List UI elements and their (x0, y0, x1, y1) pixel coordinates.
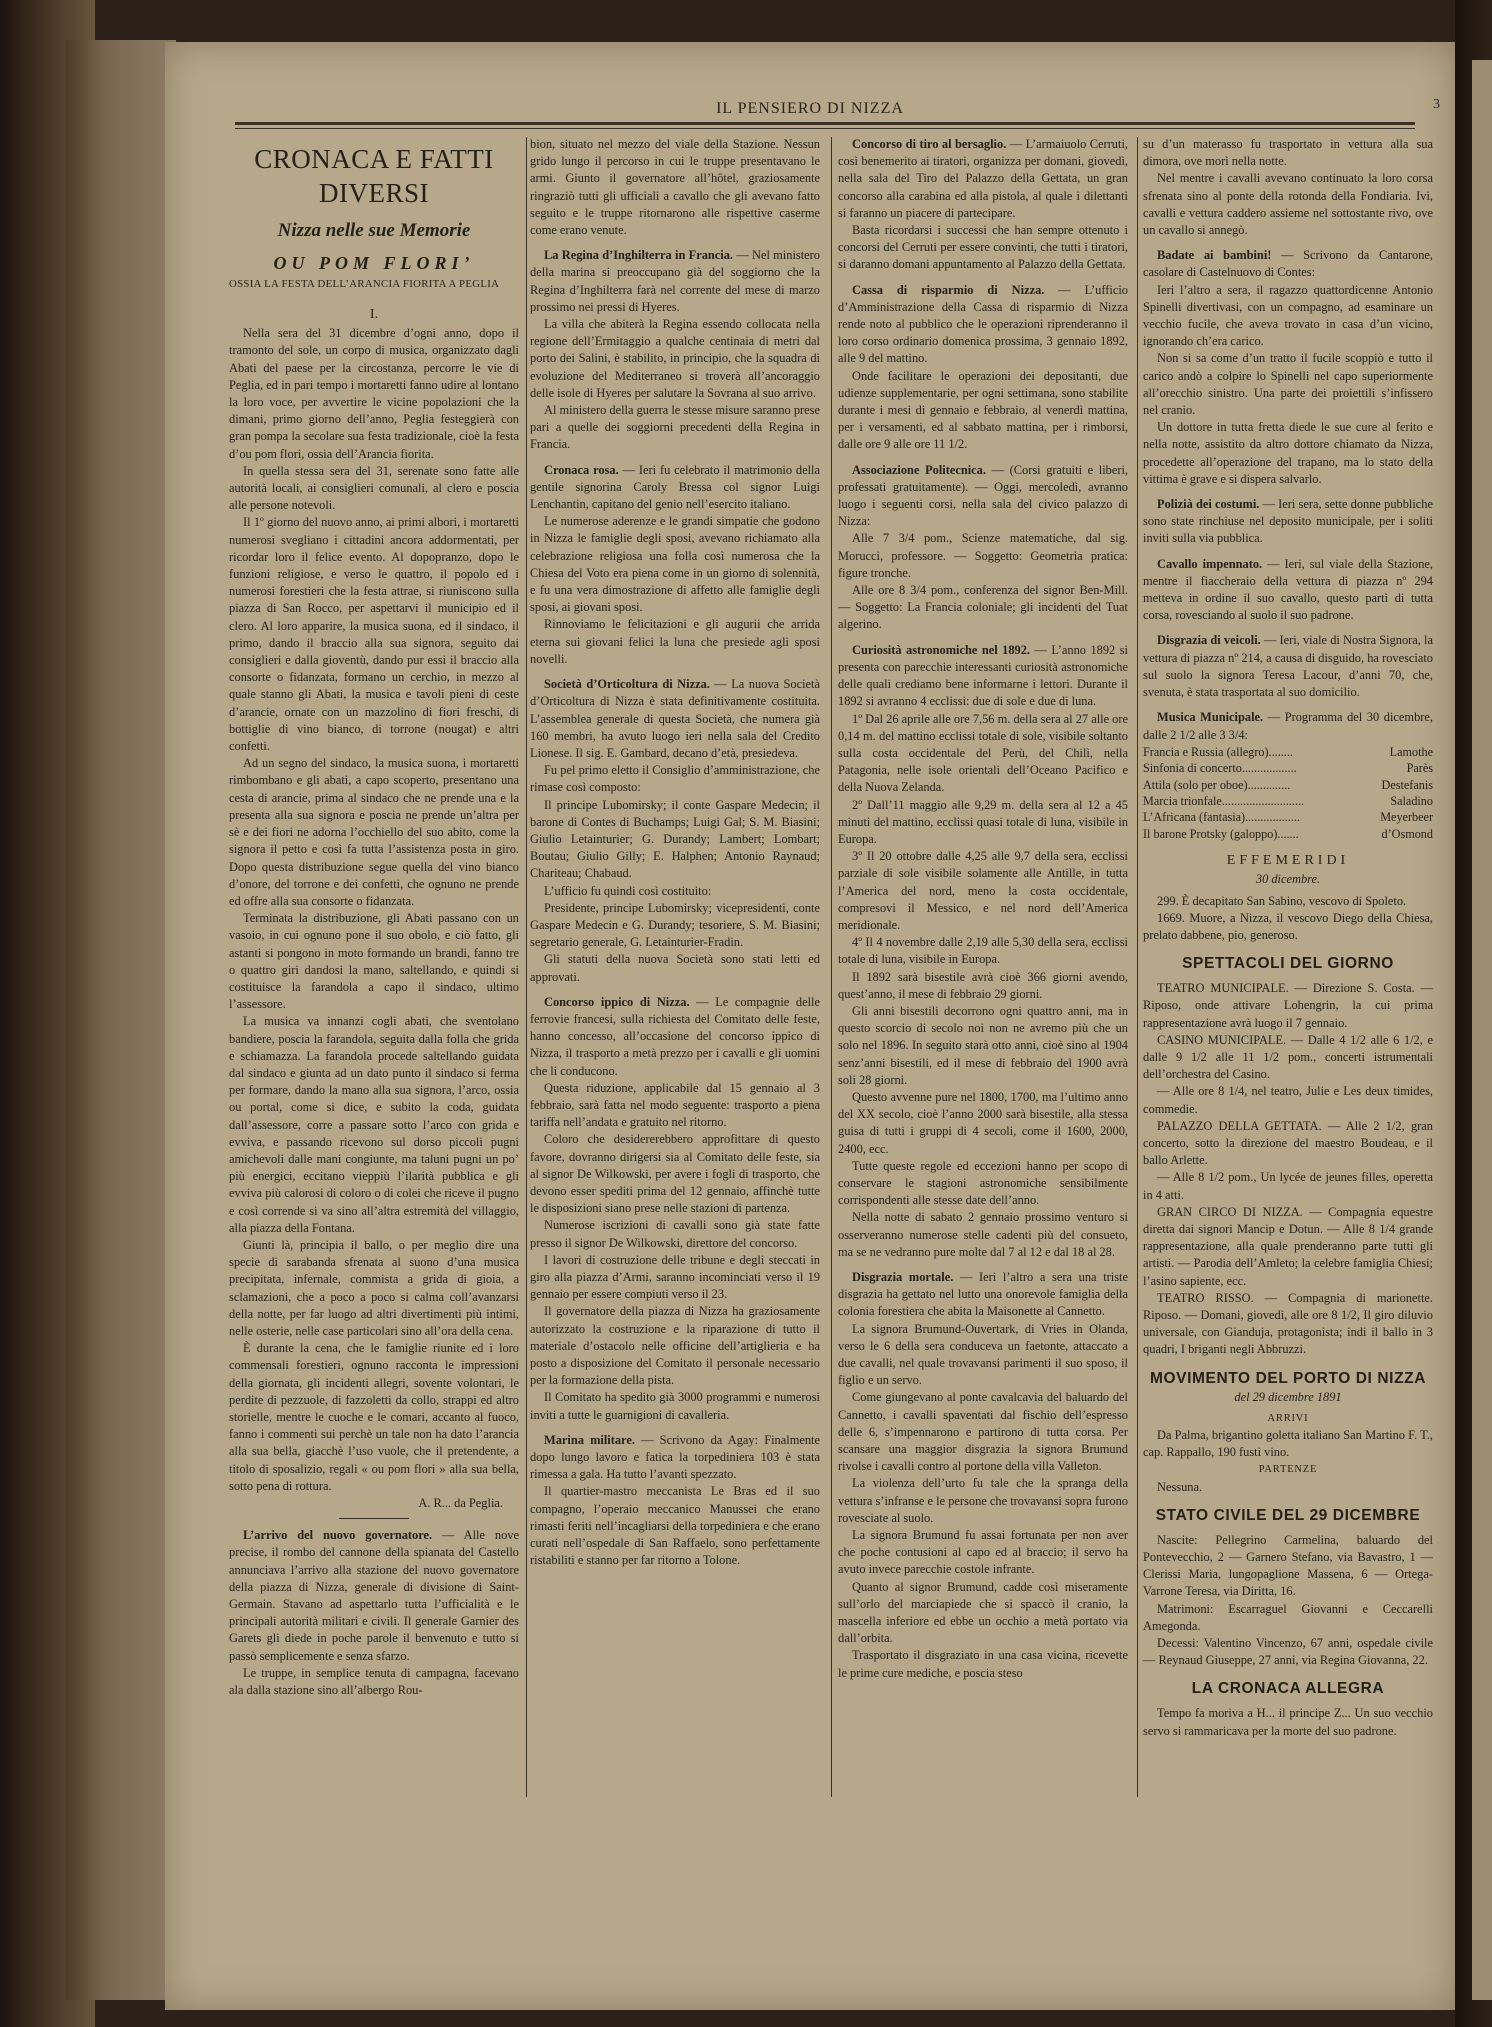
article-text: — Scrivono da Agay: Finalmente dopo lungo lavoro e fatica la torpediniera 103 è stata rimessa a gala. Ha tutto l’avanti spezzato. (530, 1432, 820, 1482)
article-text: — L’armaiuolo Cerruti, così benemerito ai tiratori, organizza per domani, giovedì, nella sala del Tiro del Palazzo della Gettata, un gran concorso alla carabina ed alla pistola, al quale i dilettanti si faranno un piacere di partecipare. (838, 137, 1128, 220)
paragraph: Matrimoni: Escarraguel Giovanni e Ceccarelli Amegonda. (1143, 1601, 1433, 1633)
program-piece: L’Africana (fantasia).................. (1143, 810, 1300, 825)
paragraph: Il 1892 sarà bisestile avrà cioè 366 giorni avendo, quest’anno, il mese di febbraio 29 giorni. (838, 969, 1128, 1001)
article-heading: Disgrazia di veicoli. (1157, 633, 1261, 648)
paragraph: Il 1º giorno del nuovo anno, ai primi albori, i mortaretti numerosi svegliano i cittadini ancora addormentati, per ricordar loro il felice evento. Al dopopranzo, dopo le funzioni religiose, e verso le quattro, il popolo ed i numerosi forestieri che la festa attrae, si riuniscono sulla piazza di San Rocco, per aspettarvi il municipio ed il clero. Al loro apparire, la musica suona, ed il sindaco, il primo, dando il braccio alla sua signora, seguito dai consiglieri e dalla gioventù, dando pur essi il braccio alla consorte o fidanzata, formano un cerchio, in mezzo al quale stanno gli Abati, la musica e tavoli pieni di ceste d’arancie, ornate con un mazzolino di fiori freschi, di bottiglie di vino bianco, di torrone (nougat) e altri confetti. (229, 515, 519, 754)
paragraph: Gli statuti della nuova Società sono stati letti ed approvati. (530, 952, 820, 984)
paragraph: Nella notte di sabato 2 gennaio prossimo venturo si osserveranno numerose stelle cadenti più del consueto, ma se ne vedranno pure molte dal 7 al 12 e dal 18 al 28. (838, 1210, 1128, 1259)
paragraph: Numerose iscrizioni di cavalli sono già state fatte presso il signor De Wilkowski, direttore del concorso. (530, 1218, 820, 1250)
page-stack-edge (66, 40, 176, 2000)
paragraph: 1º Dal 26 aprile alle ore 7,56 m. della sera al 27 alle ore 0,14 m. del mattino ecclissi totale di sole, visibile soltanto sulla costa occidentale del Perù, del Chilì, nella Patagonia, nelle isole orientali dell’Oceano Pacifico e della Nuova Zelanda. (838, 711, 1128, 795)
section-title: CRONACA E FATTI DIVERSI (254, 144, 494, 208)
paragraph: Nel mentre i cavalli avevano continuato la loro corsa sfrenata sino al ponte della rotonda della Fondiaria. Ivi, cavalli e vettura caddero assieme nel sottostante rivo, ove un cavallo si annegò. (1143, 171, 1433, 238)
paragraph: È durante la cena, che le famiglie riunite ed i loro commensali forestieri, ognuno racconta le impressioni della giornata, gli incidenti allegri, sovente volontari, le perdite di pezzuole, di fazzoletti da collo, strappi ed altro storielle, mentre le cuoche e le comari, accanto al fuoco, fanno i commenti sui perchè un tale non ha dato l’arancia alla sua bella, giacchè l’uso vuole, che il pretendente, a titolo di sposalizio, regali « ou pom flori » alla sua bella, sotto pena di rottura. (229, 1341, 519, 1493)
article-heading: Associazione Politecnica. (852, 462, 986, 477)
paragraph: Il principe Lubomirsky; il conte Gaspare Medecin; il barone di Contes di Buchamps; Luigi Gal; S. M. Biasini; Giulio Letainturier; G. Durandy; Lambert; Lombart; Boutau; Giulio Gilly; E. Halphen; Antonio Raynaud; Chariteau; Chabaud. (530, 797, 820, 881)
article-text: — Ieri fu celebrato il matrimonio della gentile signorina Caroly Bressa col signor Luigi Lenchantin, capitano del genio nell’esercito italiano. (530, 462, 820, 512)
paragraph: su d’un materasso fu trasportato in vettura alla sua dimora, ove morì nella notte. (1143, 137, 1433, 169)
paragraph: La signora Brumund fu assai fortunata per non aver che poche contusioni al capo ed al braccio; il servo ha avuto invece parecchie costole infrante. (838, 1528, 1128, 1577)
article-text: — Ieri sera, sette donne pubbliche sono state rinchiuse nel deposito municipale, per i soliti inviti sulla via pubblica. (1143, 497, 1433, 546)
header-rule (235, 122, 1415, 129)
column-4 (1143, 136, 1433, 1796)
column-1 (229, 136, 519, 1796)
paragraph: Questa riduzione, applicabile dal 15 gennaio al 3 febbraio, sarà fatta nel modo seguente: trasporto a piena tariffa nell’andata e gratuito nel ritorno. (530, 1080, 820, 1130)
article-heading: L’arrivo del nuovo governatore. (243, 1528, 433, 1543)
paragraph: La villa che abiterà la Regina essendo collocata nella regione dell’Ermitaggio a qualche centinaia di metri dal porto dei Salini, è stabilito, in principio, che la squadra di evoluzione del Mediterraneo si troverà all’ancoraggio delle isole di Hyeres per salutare la Sovrana al suo arrivo. (530, 317, 820, 400)
paragraph: Ieri l’altro a sera, il ragazzo quattordicenne Antonio Spinelli divertivasi, con un compagno, ad esaminare un vecchio fucile, che aveva trovato in casa d’un vicino, ignorando ch’era carico. (1143, 282, 1433, 349)
paragraph: CASINO MUNICIPALE. — Dalle 4 1/2 alle 6 1/2, e dalle 9 1/2 alle 11 1/2 pom., concerti istrumentali dell’orchestra del Casino. (1143, 1032, 1433, 1082)
paragraph: GRAN CIRCO DI NIZZA. — Compagnia equestre diretta dai signori Mancip e Dotun. — Alle 8 1/4 grande rappresentazione, alla quale prenderanno parte tutti gli artisti. — Parodia dell’Amleto; la celebre famiglia Chiesi; l’asino sapiente, ecc. (1143, 1204, 1433, 1288)
paragraph: La violenza dell’urto fu tale che la spranga della vettura s’infranse e le persone che trovavansi sopra furono rovesciate al suolo. (838, 1476, 1128, 1525)
article-text: — L’ufficio d’Amministrazione della Cassa di risparmio di Nizza rende noto al pubblico che le operazioni riprenderanno il loro corso ordinario domenica prossima, 3 gennaio 1892, alle 9 del mattino. (838, 282, 1128, 366)
article-title: OU POM FLORI’ (273, 253, 475, 273)
article-text: — Programma del 30 dicembre, dalle 2 1/2 alle 3 3/4: (1143, 710, 1433, 742)
article-heading: Cavallo impennato. (1157, 556, 1263, 571)
article-heading: Concorso ippico di Nizza. (544, 994, 690, 1009)
page-number: 3 (1433, 97, 1440, 112)
paragraph: Alle ore 8 3/4 pom., conferenza del signor Ben-Mill. — Soggetto: La Francia coloniale; gli incidenti del Tuat algerino. (838, 583, 1128, 632)
program-row (1143, 777, 1433, 793)
effemeridi-date: 30 dicembre. (1255, 872, 1321, 887)
program-row (1143, 826, 1433, 842)
paragraph: Il governatore della piazza di Nizza ha graziosamente autorizzato la costruzione e la riparazione di tutto il materiale d’ostacolo nelle officine dell’artiglieria e ha posto a disposizione del Comitato il personale necessario per la formazione della pista. (530, 1304, 820, 1388)
paragraph: Il Comitato ha spedito già 3000 programmi e numerosi inviti a tutte le guarnigioni di cavalleria. (530, 1390, 820, 1422)
paragraph: bion, situato nel mezzo del viale della Stazione. Nessun grido lungo il percorso in cui le truppe presentavano le armi. Giunto il governatore all’hôtel, graziosamente ringraziò tutti gli ufficiali a cavallo che gli avevano fatto seguito e le truppe ritornarono alle rispettive caserme come erano venute. (530, 137, 820, 238)
column-3 (838, 136, 1128, 1796)
paragraph: Nella sera del 31 dicembre d’ogni anno, dopo il tramonto del sole, un corpo di musica, organizzato dagli Abati del paese per la circostanza, percorre le vie di Peglia, ed in pari tempo i mortaretti fanno udire al lontano la loro voce, per avvertire le vicine popolazioni che la dimani, primo giorno dell’anno, Peglia festeggierà con gran pompa la secolare sua festa tradizionale, cioè la festa d’ou pom flori, ossia dell’Arancia fiorita. (229, 326, 519, 461)
program-composer: Parès (1406, 761, 1433, 776)
program-composer: Lamothe (1389, 744, 1433, 759)
column-rule (831, 137, 832, 1797)
article-heading: Musica Municipale. (1157, 710, 1264, 725)
paragraph: Al ministero della guerra le stesse misure saranno prese pari a quelle dei soggiorni precedenti della Regina in Francia. (530, 403, 820, 452)
paragraph: I lavori di costruzione delle tribune e degli steccati in giro alla piazza d’Armi, saranno incominciati verso il 19 gennaio per essere compiuti verso il 23. (530, 1252, 820, 1302)
program-row (1143, 809, 1433, 825)
article-text: — Le compagnie delle ferrovie francesi, sulla richiesta del Comitato delle feste, hanno concesso, all’occasione del concorso ippico di Nizza, il trasporto a metà prezzo per i cavalli e gli uomini che li conducono. (530, 994, 820, 1078)
paragraph: Non si sa come d’un tratto il fucile scoppiò e tutto il carico andò a colpire lo Spinelli nel capo superiormente all’orecchio sinistro. Una parte dei proiettili s’infissero nel cranio. (1143, 351, 1433, 418)
part-number: I. (369, 307, 379, 322)
paragraph: Terminata la distribuzione, gli Abati passano con un vasoio, in cui ognuno pone il suo obolo, e ciò fatto, gli astanti si pongono in moto formando un brandi, fanno tre o quattro giri dandosi la mano, saltellando, e quindi si costituisce la farandola a capo il sindaco, ultimo l’assessore. (229, 911, 519, 1012)
program-row (1143, 760, 1433, 776)
divider (339, 1518, 409, 1519)
paragraph: Da Palma, brigantino goletta italiano San Martino F. T., cap. Rappallo, 190 fusti vino. (1143, 1428, 1433, 1460)
section-subtitle: Nizza nelle sue Memorie (277, 220, 471, 241)
paragraph: Rinnoviamo le felicitazioni e gli augurii che arrida eterna sui giovani felici la luna che presiede agli sposi novelli. (530, 617, 820, 666)
masthead-title: IL PENSIERO DI NIZZA (716, 100, 904, 117)
article-heading: Cronaca rosa. (544, 462, 619, 477)
paragraph: Il quartier-mastro meccanista Le Bras ed il suo compagno, l’operaio meccanico Manussei che erano rimasti feriti nell’incagliarsi della torpediniera e che erano curati nell’ospedale di San Raffaelo, sono perfettamente ristabiliti e stanno per far ritorno a Tolone. (530, 1484, 820, 1568)
paragraph: PALAZZO DELLA GETTATA. — Alle 2 1/2, gran concerto, sotto la direzione del maestro Boudeau, e il ballo Arlette. (1143, 1118, 1433, 1168)
program-piece: Francia e Russia (allegro)........ (1143, 744, 1293, 759)
porto-date: del 29 dicembre 1891 (1234, 1389, 1342, 1404)
program-composer: Meyerbeer (1380, 810, 1433, 825)
stato-civile-title: STATO CIVILE DEL 29 DICEMBRE (1155, 1506, 1421, 1524)
paragraph: Come giungevano al ponte cavalcavia del baluardo del Cannetto, i cavalli spaventati dal fischio dell’espresso delle 6, s’impennarono e partirono di tutta corsa. Per scansare una maggior disgrazia la signora Brumund rivolse i cavalli contro al portone della villa Valleton. (838, 1390, 1128, 1474)
cronaca-allegra-title: LA CRONACA ALLEGRA (1191, 1680, 1385, 1698)
paragraph: Tempo fa moriva a H... il principe Z... Un suo vecchio servo si rammaricava per la morte del suo padrone. (1143, 1706, 1433, 1738)
article-text: — L’anno 1892 si presenta con parecchie interessanti curiosità astronomiche delle quali crediamo bene informarne i lettori. Durante il 1892 si avranno 4 ecclissi: due di sole e due di luna. (838, 642, 1128, 709)
paragraph: 3º Il 20 ottobre dalle 4,25 alle 9,7 della sera, ecclissi parziale di sole visibile solamente alle Antille, in tutta l’America del nord, meno la costa occidentale, compresovi il Messico, e nel nord dell’America meridionale. (838, 849, 1128, 932)
paragraph: La signora Brumund-Ouvertark, di Vries in Olanda, verso le 6 della sera conduceva un faetonte, attaccato a due cavalli, nel quale trovavansi parimenti il suo sposo, il figlio e un servo. (838, 1321, 1128, 1388)
article-text: — Ieri, viale di Nostra Signora, la vettura di piazza nº 214, a causa di disguido, ha rovesciato sul suolo la signora Teresa Lacour, d’anni 70, che, svenuta, è stata trasportata al suo domicilio. (1143, 633, 1433, 700)
paragraph: TEATRO MUNICIPALE. — Direzione S. Costa. — Riposo, onde attivare Lohengrin, la cui prima rappresentazione avrà luogo il 7 gennaio. (1143, 981, 1433, 1030)
signature: A. R... da Peglia. (418, 1496, 503, 1511)
column-2 (530, 136, 820, 1796)
article-text: — Scrivono da Cantarone, casolare di Castelnuovo di Contes: (1143, 248, 1433, 280)
paragraph: L’ufficio fu quindi così costituito: (544, 883, 712, 898)
program-composer: d’Osmond (1381, 826, 1433, 841)
paragraph: 4º Il 4 novembre dalle 2,19 alle 5,30 della sera, ecclissi totale di luna, visibile in Europa. (838, 935, 1128, 967)
paragraph: Nascite: Pellegrino Carmelina, baluardo del Pontevecchio, 2 — Garnero Stefano, via Bavastro, 1 — Clerissi Maria, lungopaglione Massena, 6 — Ortega-Varrone Teresa, via Diritta, 16. (1143, 1532, 1433, 1599)
paragraph: 2º Dall’11 maggio alle 9,29 m. della sera al 12 a 45 minuti del mattino, ecclissi quasi totale di luna, visibile in Europa. (838, 797, 1128, 846)
paragraph: Basta ricordarsi i successi che han sempre ottenuto i concorsi del Cerruti per essere convinti, che tutti i tiratori, si daranno domani appuntamento al Palazzo della Gettata. (838, 223, 1128, 272)
column-rule (526, 137, 527, 1797)
partenze-label: PARTENZE (1258, 1464, 1318, 1476)
program-row (1143, 744, 1433, 760)
paragraph: Giunti là, principia il ballo, o per meglio dire una specie di sarabanda sfrenata al suono d’una musica precipitata, infernale, commista a grida di gioia, a sclamazioni, che a poco a poco si calma coll’avanzarsi della notte, per far luogo ad altri divertimenti più intimi, nelle osterie, nelle case particolari sino all’ora della cena. (229, 1237, 519, 1338)
program-piece: Attila (solo per oboe).............. (1143, 777, 1291, 792)
article-text: — Ieri l’altro a sera una triste disgrazia ha gettato nel lutto una onorevole famiglia della colonia forestiera che abita la Maisonette al Cannetto. (838, 1270, 1128, 1319)
column-rule (1137, 137, 1138, 1797)
program-piece: Sinfonia di concerto.................. (1143, 761, 1297, 776)
paragraph: Presidente, principe Lubomirsky; vicepresidenti, conte Gaspare Medecin e G. Durandy; tesoriere, S. M. Biasini; segretario generale, G. Letainturier-Fradin. (530, 900, 820, 950)
article-heading: Marina militare. (544, 1432, 635, 1447)
paragraph: Coloro che desidererebbero approfittare di questo favore, dovranno dirigersi sia al Comitato delle feste, sia al signor De Wilkowski, per avere i fogli di trasporto, che devono esser spediti prima del 12 gennaio, affinchè tutte le disposizioni siano prese nelle stazioni di partenza. (530, 1132, 820, 1216)
paragraph: Questo avvenne pure nel 1800, 1700, ma l’ultimo anno del XX secolo, cioè l’anno 2000 sarà bisestile, alla stessa guisa di tutti i gruppi di 4 secoli, come il 1600, 2000, 2400, ecc. (838, 1089, 1128, 1156)
program-composer: Destefanis (1381, 777, 1433, 792)
paragraph: TEATRO RISSO. — Compagnia di marionette. Riposo. — Domani, giovedì, alle ore 8 1/2, Il giro diluvio universale, con Gianduja, protagonista; indi il ballo in 3 quadri, I briganti negli Abbruzzi. (1143, 1290, 1433, 1357)
paragraph: Le truppe, in semplice tenuta di campagna, facevano ala dalla stazione sino all’albergo Rou- (229, 1665, 519, 1698)
paragraph: In quella stessa sera del 31, serenate sono fatte alle autorità locali, ai consiglieri comunali, al clero e poscia alle persone notevoli. (229, 463, 519, 513)
paragraph: — Alle 8 1/2 pom., Un lycée de jeunes filles, operetta in 4 atti. (1143, 1170, 1433, 1202)
program-piece: Marcia trionfale........................... (1143, 793, 1305, 808)
paragraph: Fu pel primo eletto il Consiglio d’amministrazione, che rimase così composto: (530, 763, 820, 795)
paragraph: Decessi: Valentino Vincenzo, 67 anni, ospedale civile — Reynaud Giuseppe, 27 anni, via Regina Giovanna, 22. (1143, 1636, 1433, 1668)
article-text: — Nel ministero della marina si preoccupano già del soggiorno che la Regina d’Inghilterra farà nel corrente del mese di marzo prossimo nei pressi di Hyeres. (530, 248, 820, 314)
article-heading: Società d’Orticoltura di Nizza. (544, 677, 710, 692)
article-text: — (Corsi gratuiti e liberi, professati gratuitamente). — Oggi, mercoledì, avranno luogo i seguenti corsi, nella sala del civico palazzo di Nizza: (838, 462, 1128, 529)
article-heading: Cassa di risparmio di Nizza. (852, 282, 1045, 297)
paragraph: Quanto al signor Brumund, cadde così miseramente sull’orlo del marciapiede che si spaccò il cranio, la mascella inferiore ed ebbe un occhio a metà portato via dall’orbita. (838, 1579, 1128, 1646)
newspaper-page (165, 42, 1455, 2010)
paragraph: Un dottore in tutta fretta diede le sue cure al ferito e nella notte, assistito da altro dottore chiamato da Nizza, procedette all’operazione del trapano, ma lo stato della vittima è grave e si dispera salvarlo. (1143, 420, 1433, 486)
article-subtitle: OSSIA LA FESTA DELL’ARANCIA FIORITA A PEGLIA (229, 278, 500, 290)
paragraph: Tutte queste regole ed eccezioni hanno per scopo di conservare le stagioni astronomiche sensibilmente corrispondenti alle stesse date dell’anno. (838, 1158, 1128, 1208)
paragraph: 1669. Muore, a Nizza, il vescovo Diego della Chiesa, prelato dabbene, pio, generoso. (1143, 910, 1433, 942)
article-heading: Concorso di tiro al bersaglio. (852, 137, 1007, 151)
paragraph: Ad un segno del sindaco, la musica suona, i mortaretti rimbombano e gli abati, a capo scoperto, presentano una cesta di arancie, prima al sindaco che ne prende una e la presenta alla sua signora e poscia ne prende un’altra per sè e dei fiori ne adorna l’occhiello del suo abito, come la signora il petto e così fa tutta l’assistenza posta in giro. Dopo questa distribuzione segue quella del vino bianco d’onore, del torrone e dei confetti, che ognuno ne prende ed offre alla sua consorte o fidanzata. (229, 756, 519, 908)
paragraph: Alle 7 3/4 pom., Scienze matematiche, dal sig. Morucci, professore. — Soggetto: Geometria pratica: figure tronche. (838, 531, 1128, 580)
spettacoli-title: SPETTACOLI DEL GIORNO (1182, 955, 1394, 973)
program-row (1143, 793, 1433, 809)
article-heading: Disgrazia mortale. (852, 1270, 954, 1284)
paragraph: Le numerose aderenze e le grandi simpatie che godono in Nizza le famiglie degli sposi, avevano richiamato alla celebrazione religiosa una folla così numerosa che la Chiesa del Voto era piena come in un giorno di solennità, e fu una vera dimostrazione di affetto alle famiglie degli sposi, ai giovani sposi. (530, 514, 820, 615)
paragraph: Onde facilitare le operazioni dei depositanti, due udienze supplementarie, per ogni settimana, sono stabilite durante i mesi di gennaio e febbraio, al venerdì mattina, per i versamenti, ed al sabbato mattina, per i rimborsi, dalle ore 9 alle ore 11 1/2. (838, 368, 1128, 452)
arrivi-label: ARRIVI (1267, 1412, 1309, 1424)
porto-title: MOVIMENTO DEL PORTO DI NIZZA (1149, 1369, 1426, 1387)
effemeridi-title: EFFEMERIDI (1226, 853, 1350, 869)
paragraph: La musica va innanzi cogli abati, che sventolano bandiere, poscia la farandola, seguita dalla folla che grida e schiamazza. La farandola procede saltellando guidata dal sindaco e giunta ad un dato punto il sindaco si ferma per formare, dando la mano alla sua signora, l’arco, ossia ou portal, come si dice, e subito la coda, guidata dall’assessore, corre a passare sotto l’arco con grida e evviva, e passando ricevono sul dorso piccoli pugni amichevoli dalle mani congiunte, ma taluni pugni un po’ più energici, eccitano vieppiù l’ilarità pubblica e gli evviva più calorosi di coloro o di colei che riceve il pugno e così corrende si va sino all’altra estremità del villaggio, alla piazza della Fontana. (229, 1014, 519, 1235)
paragraph: — Alle ore 8 1/4, nel teatro, Julie e Les deux timides, commedie. (1143, 1084, 1433, 1116)
paragraph: Trasportato il disgraziato in una casa vicina, ricevette le prime cure mediche, e poscia steso (838, 1648, 1128, 1680)
article-heading: Badate ai bambini! (1157, 248, 1272, 263)
paragraph: Nessuna. (1157, 1479, 1203, 1494)
article-heading: La Regina d’Inghilterra in Francia. (544, 248, 734, 263)
paragraph: 299. È decapitato San Sabino, vescovo di Spoleto. (1157, 893, 1407, 908)
article-heading: Polizià dei costumi. (1157, 497, 1260, 512)
program-composer: Saladino (1390, 793, 1433, 808)
article-heading: Curiosità astronomiche nel 1892. (852, 642, 1031, 657)
next-page-edge (1472, 60, 1492, 2000)
article-text: — Alle nove precise, il rombo del cannone della spianata del Castello annunciava l’arrivo alla stazione del nuovo governatore della piazza di Nizza, generale di divisione di Saint-Germain. Stavano ad aspettarlo tutta l’ufficialità e le principali autorità militari e civili. Il generale Garnier des Garets gli diede in poche parole il benvenuto e tutto si passò semplicemente e senza sfarzo. (229, 1528, 519, 1663)
paragraph: Gli anni bisestili decorrono ogni quattro anni, ma in questo scorcio di secolo noi non ne avremo più che un solo nel 1896. In seguito starà otto anni, cioè sino al 1904 senz’anni bisestili, ed il mese di febbraio del 1900 avrà soli 28 giorni. (838, 1003, 1128, 1087)
article-text: — La nuova Società d’Orticoltura di Nizza è stata definitivamente costituita. L’assemblea generale di questa Società, che numera già 160 membri, ha avuto luogo ieri nella sala del Credito Lionese. Il sig. E. Gambard, decano d’età, presiedeva. (530, 677, 820, 760)
program-piece: Il barone Protsky (galoppo)....... (1143, 826, 1299, 841)
article-text: — Ieri, sul viale della Stazione, mentre il fiaccheraio della vettura di piazza nº 294 metteva in ordine il suo cavallo, questo partì di tutta corsa, rovesciando al suolo il suo padrone. (1143, 556, 1433, 623)
